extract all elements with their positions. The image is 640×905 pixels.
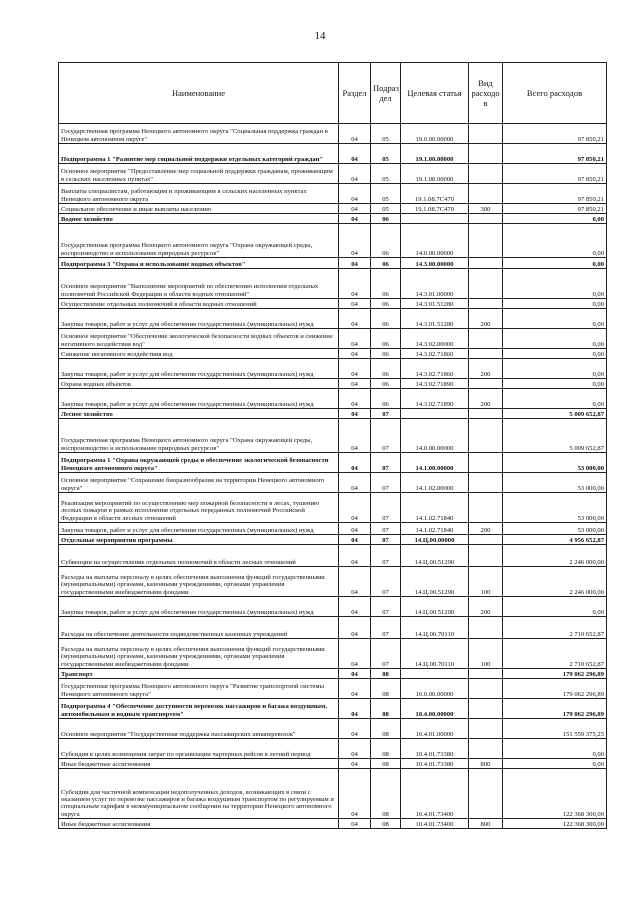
row-subsection: 08	[371, 719, 401, 739]
row-target: 14.1.02.00000	[401, 473, 469, 493]
row-name: Снижение негативного воздействия вод	[59, 349, 339, 359]
table-row	[59, 759, 607, 769]
row-total: 2 710 652,87	[503, 639, 607, 669]
row-name: Иные бюджетные ассигнования	[59, 759, 339, 769]
row-name: Транспорт	[59, 669, 339, 679]
row-expense-type	[469, 184, 503, 204]
row-expense-type	[469, 299, 503, 309]
row-total: 0,00	[503, 349, 607, 359]
table-row	[59, 819, 607, 829]
row-section: 04	[339, 389, 371, 409]
row-target: 10.4.01.73380	[401, 739, 469, 759]
row-expense-type	[469, 699, 503, 719]
row-total: 151 559 375,25	[503, 719, 607, 739]
row-target: 14.Ц.00.51290	[401, 545, 469, 567]
row-expense-type	[469, 545, 503, 567]
row-target: 10.4.01.73380	[401, 759, 469, 769]
table-row	[59, 699, 607, 719]
row-section: 04	[339, 597, 371, 617]
budget-table	[58, 62, 607, 829]
row-target: 14.Ц.00.70110	[401, 617, 469, 639]
row-subsection: 08	[371, 739, 401, 759]
row-total: 97 850,21	[503, 124, 607, 144]
row-name: Закупка товаров, работ и услуг для обеспечения государственных (муниципальных) нужд	[59, 523, 339, 535]
row-subsection: 07	[371, 545, 401, 567]
row-name: Иные бюджетные ассигнования	[59, 819, 339, 829]
row-expense-type	[469, 535, 503, 545]
row-subsection: 06	[371, 224, 401, 258]
row-total: 97 850,21	[503, 164, 607, 184]
row-expense-type	[469, 669, 503, 679]
row-name: Закупка товаров, работ и услуг для обеспечения государственных (муниципальных) нужд	[59, 389, 339, 409]
row-name: Закупка товаров, работ и услуг для обеспечения государственных (муниципальных) нужд	[59, 309, 339, 329]
row-section: 04	[339, 453, 371, 473]
row-name: Социальное обеспечение и иные выплаты населению	[59, 204, 339, 214]
table-header-row	[59, 63, 607, 124]
row-total: 0,00	[503, 329, 607, 349]
table-row	[59, 493, 607, 523]
row-name: Расходы на выплаты персоналу в целях обеспечения выполнения функций государственными (муниципальными) органами, казенными учреждениями, органами управления государственными внебюджетными фондами	[59, 567, 339, 597]
table-row	[59, 409, 607, 419]
row-name: Расходы на выплаты персоналу в целях обеспечения выполнения функций государственными (муниципальными) органами, казенными учреждениями, органами управления государственными внебюджетными фондами	[59, 639, 339, 669]
table-row	[59, 164, 607, 184]
row-name: Основное мероприятие "Выполнение мероприятий по обеспечению исполнения отдельных полномочий Российской Федерации в области водных отношений"	[59, 269, 339, 299]
row-name: Охрана водных объектов	[59, 379, 339, 389]
row-subsection: 06	[371, 269, 401, 299]
row-name: Подпрограмма 1 "Охрана окружающей среды и обеспечение экологической безопасности Ненецкого автономного округа"	[59, 453, 339, 473]
row-subsection: 06	[371, 329, 401, 349]
row-target: 19.1.08.00000	[401, 164, 469, 184]
row-expense-type: 100	[469, 639, 503, 669]
row-expense-type	[469, 124, 503, 144]
row-total: 0,00	[503, 258, 607, 269]
row-name: Закупка товаров, работ и услуг для обеспечения государственных (муниципальных) нужд	[59, 359, 339, 379]
row-expense-type	[469, 769, 503, 819]
table-row	[59, 679, 607, 699]
row-section: 04	[339, 258, 371, 269]
table-row	[59, 184, 607, 204]
table-row	[59, 214, 607, 224]
row-total: 122 368 300,00	[503, 819, 607, 829]
row-subsection: 05	[371, 124, 401, 144]
row-expense-type	[469, 409, 503, 419]
row-total: 97 850,21	[503, 184, 607, 204]
header-expense-type: Вид расходо в	[469, 63, 503, 124]
row-expense-type	[469, 164, 503, 184]
row-total: 0,00	[503, 299, 607, 309]
page-number: 14	[314, 30, 326, 42]
row-expense-type: 200	[469, 523, 503, 535]
row-total: 0,00	[503, 214, 607, 224]
row-target: 19.1.08.7С470	[401, 184, 469, 204]
row-expense-type	[469, 349, 503, 359]
row-target: 14.Ц.00.51290	[401, 597, 469, 617]
table-row	[59, 419, 607, 453]
table-row	[59, 669, 607, 679]
row-subsection: 07	[371, 453, 401, 473]
row-subsection: 05	[371, 204, 401, 214]
row-expense-type: 200	[469, 597, 503, 617]
row-subsection: 06	[371, 389, 401, 409]
row-subsection: 07	[371, 409, 401, 419]
header-section: Раздел	[339, 63, 371, 124]
row-subsection: 08	[371, 699, 401, 719]
row-target: 14.0.00.00000	[401, 224, 469, 258]
row-name: Подпрограмма 4 "Обеспечение доступности перевозок пассажиров и багажа воздушным, автомобильным и водным транспортом"	[59, 699, 339, 719]
row-subsection: 07	[371, 473, 401, 493]
row-section: 04	[339, 419, 371, 453]
table-row	[59, 473, 607, 493]
row-target: 10.4.01.73400	[401, 819, 469, 829]
row-section: 04	[339, 759, 371, 769]
table-row	[59, 349, 607, 359]
row-name: Государственная программа Ненецкого автономного округа "Охрана окружающей среды, воспроизводство и использование природных ресурсов"	[59, 224, 339, 258]
row-section: 04	[339, 269, 371, 299]
row-target: 14.3.01.00000	[401, 269, 469, 299]
row-name: Государственная программа Ненецкого автономного округа "Социальная поддержка граждан в Ненецком автономном округе"	[59, 124, 339, 144]
row-target: 14.3.02.71860	[401, 359, 469, 379]
row-subsection: 08	[371, 759, 401, 769]
row-name: Подпрограмма 1 "Развитие мер социальной поддержки отдельных категорий граждан"	[59, 144, 339, 164]
row-target: 14.1.02.71840	[401, 523, 469, 535]
row-expense-type	[469, 739, 503, 759]
row-total: 0,00	[503, 224, 607, 258]
row-total: 97 850,21	[503, 204, 607, 214]
row-target: 14.3.02.71860	[401, 349, 469, 359]
row-name: Основное мероприятие "Предоставление мер социальной поддержки гражданам, проживающим в сельских населенных пунктах"	[59, 164, 339, 184]
row-expense-type	[469, 493, 503, 523]
row-name: Выплаты специалистам, работающим и проживающим в сельских населенных пунктах Ненецкого автономного округа	[59, 184, 339, 204]
row-section: 04	[339, 545, 371, 567]
row-total: 0,00	[503, 739, 607, 759]
row-total: 179 062 296,89	[503, 669, 607, 679]
row-target: 10.0.00.00000	[401, 679, 469, 699]
row-total: 179 062 296,89	[503, 699, 607, 719]
table-row	[59, 309, 607, 329]
row-subsection: 05	[371, 164, 401, 184]
row-section: 04	[339, 699, 371, 719]
row-subsection: 08	[371, 769, 401, 819]
row-target: 14.Ц.00.70110	[401, 639, 469, 669]
table-row	[59, 124, 607, 144]
row-expense-type: 200	[469, 309, 503, 329]
row-target: 14.3.02.00000	[401, 329, 469, 349]
row-expense-type	[469, 144, 503, 164]
row-section: 04	[339, 473, 371, 493]
row-target: 14.3.01.51280	[401, 299, 469, 309]
row-subsection: 06	[371, 309, 401, 329]
table-row	[59, 535, 607, 545]
row-subsection: 06	[371, 379, 401, 389]
row-total: 0,00	[503, 309, 607, 329]
row-target: 14.1.00.00000	[401, 453, 469, 473]
table-row	[59, 258, 607, 269]
row-expense-type: 800	[469, 759, 503, 769]
row-subsection: 05	[371, 144, 401, 164]
row-total: 2 246 000,00	[503, 567, 607, 597]
row-name: Государственная программа Ненецкого автономного округа "Развитие транспортной системы Ненецкого автономного округа"	[59, 679, 339, 699]
row-section: 04	[339, 523, 371, 535]
row-total: 53 000,00	[503, 453, 607, 473]
row-target: 14.0.00.00000	[401, 419, 469, 453]
row-section: 04	[339, 567, 371, 597]
row-expense-type: 200	[469, 389, 503, 409]
row-subsection: 07	[371, 493, 401, 523]
row-target: 14.3.00.00000	[401, 258, 469, 269]
row-section: 04	[339, 329, 371, 349]
row-expense-type: 200	[469, 359, 503, 379]
row-subsection: 08	[371, 669, 401, 679]
row-expense-type	[469, 719, 503, 739]
row-expense-type	[469, 379, 503, 389]
row-total: 5 009 652,87	[503, 409, 607, 419]
row-section: 04	[339, 124, 371, 144]
row-section: 04	[339, 719, 371, 739]
table-row	[59, 567, 607, 597]
row-subsection: 07	[371, 617, 401, 639]
row-total: 179 062 296,89	[503, 679, 607, 699]
row-total: 0,00	[503, 759, 607, 769]
header-name: Наименование	[59, 63, 339, 124]
table-row	[59, 597, 607, 617]
row-target: 19.1.08.7С470	[401, 204, 469, 214]
row-subsection: 07	[371, 535, 401, 545]
row-name: Водное хозяйство	[59, 214, 339, 224]
row-total: 2 246 000,00	[503, 545, 607, 567]
table-row	[59, 379, 607, 389]
row-name: Подпрограмма 3 "Охрана и использование водных объектов"	[59, 258, 339, 269]
row-section: 04	[339, 204, 371, 214]
row-total: 2 710 652,87	[503, 617, 607, 639]
row-target: 14.Ц.00.00000	[401, 535, 469, 545]
row-expense-type: 800	[469, 819, 503, 829]
row-section: 04	[339, 379, 371, 389]
table-row	[59, 453, 607, 473]
row-subsection: 06	[371, 349, 401, 359]
row-subsection: 07	[371, 419, 401, 453]
row-total: 0,00	[503, 389, 607, 409]
row-subsection: 06	[371, 359, 401, 379]
row-total: 4 956 652,87	[503, 535, 607, 545]
row-subsection: 06	[371, 214, 401, 224]
row-name: Основное мероприятие "Государственная поддержка пассажирских авиаперевозок"	[59, 719, 339, 739]
row-section: 04	[339, 144, 371, 164]
row-total: 53 000,00	[503, 493, 607, 523]
table-row	[59, 329, 607, 349]
row-name: Расходы на обеспечение деятельности подведомственных казенных учреждений	[59, 617, 339, 639]
row-name: Закупка товаров, работ и услуг для обеспечения государственных (муниципальных) нужд	[59, 597, 339, 617]
row-expense-type	[469, 679, 503, 699]
row-section: 04	[339, 739, 371, 759]
row-expense-type: 100	[469, 567, 503, 597]
row-section: 04	[339, 679, 371, 699]
row-subsection: 07	[371, 597, 401, 617]
table-row	[59, 545, 607, 567]
row-section: 04	[339, 617, 371, 639]
row-name: Отдельные мероприятия программы	[59, 535, 339, 545]
row-target: 14.3.02.71890	[401, 389, 469, 409]
table-row	[59, 639, 607, 669]
header-target: Целевая статья	[401, 63, 469, 124]
table-row	[59, 523, 607, 535]
row-expense-type	[469, 473, 503, 493]
row-target: 14.3.02.71890	[401, 379, 469, 389]
row-target: 10.4.00.00000	[401, 699, 469, 719]
row-target: 10.4.01.73400	[401, 769, 469, 819]
row-section: 04	[339, 819, 371, 829]
row-target: 14.Ц.00.51290	[401, 567, 469, 597]
row-expense-type	[469, 453, 503, 473]
row-name: Государственная программа Ненецкого автономного округа "Охрана окружающей среды, воспроизводство и использование природных ресурсов"	[59, 419, 339, 453]
row-total: 53 000,00	[503, 523, 607, 535]
row-target	[401, 214, 469, 224]
row-name: Субсидия в целях возмещения затрат по организации чартерных рейсов в летний период	[59, 739, 339, 759]
row-section: 04	[339, 493, 371, 523]
row-section: 04	[339, 164, 371, 184]
row-total: 5 009 652,87	[503, 419, 607, 453]
table-row	[59, 389, 607, 409]
row-subsection: 08	[371, 819, 401, 829]
row-total: 0,00	[503, 269, 607, 299]
row-total: 0,00	[503, 359, 607, 379]
row-subsection: 06	[371, 258, 401, 269]
table-row	[59, 269, 607, 299]
row-name: Реализация мероприятий по осуществлению мер пожарной безопасности в лесах, тушению лесных пожаров в рамках исполнения отдельных переданных полномочий Российской Федерации в области лесных отношений	[59, 493, 339, 523]
row-total: 0,00	[503, 597, 607, 617]
table-row	[59, 204, 607, 214]
row-section: 04	[339, 639, 371, 669]
row-section: 04	[339, 224, 371, 258]
row-subsection: 06	[371, 299, 401, 309]
header-subsection: Подраз дел	[371, 63, 401, 124]
row-total: 122 368 300,00	[503, 769, 607, 819]
table-row	[59, 224, 607, 258]
row-section: 04	[339, 535, 371, 545]
row-target: 10.4.01.00000	[401, 719, 469, 739]
table-row	[59, 299, 607, 309]
row-section: 04	[339, 309, 371, 329]
table-row	[59, 617, 607, 639]
row-target	[401, 409, 469, 419]
row-name: Субсидии для частичной компенсации недополученных доходов, возникающих в связи с оказанием услуг по перевозке пассажиров и багажа воздушным транспортом по регулируемым и специальным тарифам в межмуниципальном сообщении на территории Ненецкого автономного округа	[59, 769, 339, 819]
row-name: Основное мероприятие "Сохранение биоразнообразия на территории Ненецкого автономного округа"	[59, 473, 339, 493]
row-total: 0,00	[503, 379, 607, 389]
row-name: Осуществление отдельных полномочий в области водных отношений	[59, 299, 339, 309]
row-target: 14.3.01.51280	[401, 309, 469, 329]
row-subsection: 07	[371, 639, 401, 669]
row-section: 04	[339, 299, 371, 309]
row-expense-type	[469, 419, 503, 453]
row-target: 19.0.00.00000	[401, 124, 469, 144]
row-total: 53 000,00	[503, 473, 607, 493]
row-name: Основное мероприятие "Обеспечение экологической безопасности водных объектов и снижение негативного воздействия вод"	[59, 329, 339, 349]
row-total: 97 850,21	[503, 144, 607, 164]
row-expense-type	[469, 269, 503, 299]
row-section: 04	[339, 409, 371, 419]
row-section: 04	[339, 214, 371, 224]
row-section: 04	[339, 184, 371, 204]
row-expense-type	[469, 224, 503, 258]
row-subsection: 07	[371, 523, 401, 535]
table-row	[59, 719, 607, 739]
header-total: Всего расходов	[503, 63, 607, 124]
row-subsection: 07	[371, 567, 401, 597]
row-section: 04	[339, 669, 371, 679]
row-subsection: 08	[371, 679, 401, 699]
row-expense-type	[469, 617, 503, 639]
table-row	[59, 769, 607, 819]
row-expense-type: 300	[469, 204, 503, 214]
row-section: 04	[339, 769, 371, 819]
row-expense-type	[469, 329, 503, 349]
row-name: Лесное хозяйство	[59, 409, 339, 419]
table-row	[59, 739, 607, 759]
row-target: 14.1.02.71840	[401, 493, 469, 523]
row-expense-type	[469, 214, 503, 224]
row-name: Субвенции на осуществление отдельных полномочий в области лесных отношений	[59, 545, 339, 567]
row-section: 04	[339, 349, 371, 359]
row-subsection: 05	[371, 184, 401, 204]
table-row	[59, 144, 607, 164]
row-target	[401, 669, 469, 679]
row-expense-type	[469, 258, 503, 269]
row-target: 19.1.00.00000	[401, 144, 469, 164]
table-row	[59, 359, 607, 379]
row-section: 04	[339, 359, 371, 379]
